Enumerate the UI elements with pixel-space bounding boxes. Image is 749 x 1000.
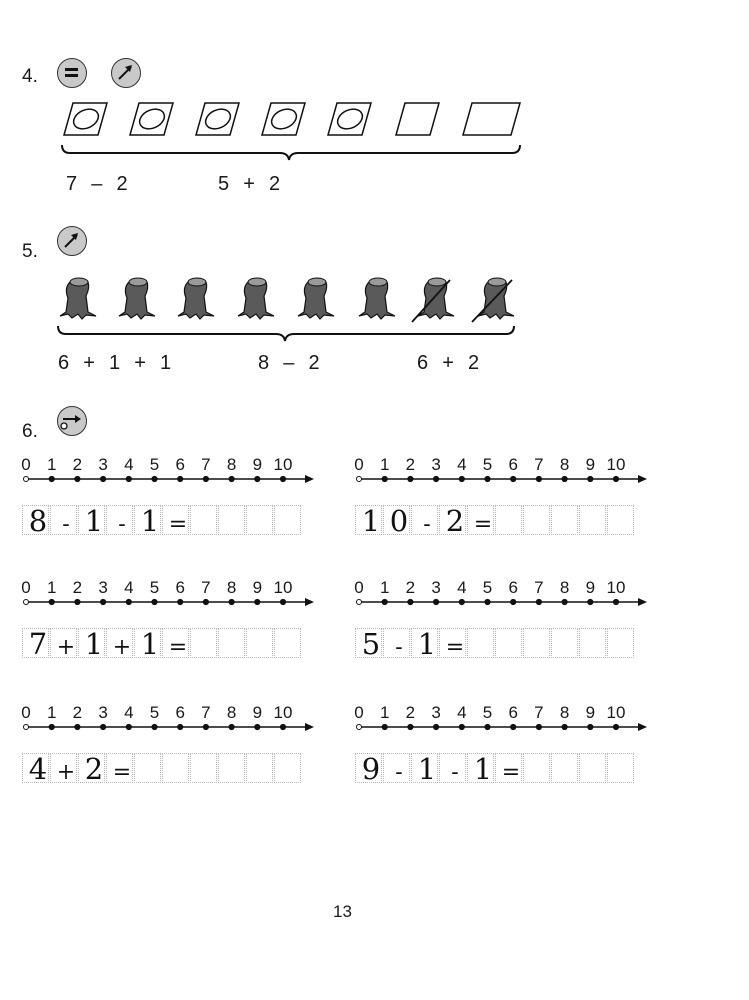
number-line-tick-label: 2 bbox=[72, 703, 83, 722]
answer-cell[interactable] bbox=[274, 628, 301, 658]
equation-digit: 2 bbox=[445, 504, 465, 538]
expression: 5 + 2 bbox=[218, 173, 282, 195]
number-line-point bbox=[382, 476, 387, 481]
number-line-tick-label: 10 bbox=[273, 578, 293, 597]
parallelogram-shape bbox=[64, 103, 107, 135]
equation-operator: = bbox=[501, 760, 521, 785]
number-line-point bbox=[434, 724, 439, 729]
number-line-point bbox=[49, 476, 54, 481]
equals-icon bbox=[57, 58, 87, 88]
number-line-tick-label: 4 bbox=[124, 703, 134, 722]
number-line-tick-label: 5 bbox=[482, 455, 493, 474]
stump-icon bbox=[119, 278, 155, 319]
number-line-tick-label: 7 bbox=[534, 455, 544, 474]
stumps-row bbox=[54, 270, 524, 342]
answer-cell[interactable] bbox=[495, 505, 522, 535]
equation-operator: + bbox=[56, 635, 76, 660]
number-line-point bbox=[280, 476, 285, 481]
number-line-point bbox=[152, 476, 157, 481]
equation-operator: + bbox=[112, 635, 132, 660]
number-line-tick-label: 6 bbox=[508, 455, 518, 474]
number-line bbox=[355, 596, 650, 610]
equation-digit: 1 bbox=[84, 627, 104, 661]
number-line-point bbox=[101, 476, 106, 481]
number-line-tick-label: 4 bbox=[457, 455, 467, 474]
number-line-labels bbox=[22, 703, 322, 723]
answer-cell[interactable] bbox=[551, 628, 578, 658]
number-line-tick-label: 2 bbox=[72, 455, 83, 474]
number-line-point bbox=[126, 599, 131, 604]
equation-digit: 1 bbox=[140, 627, 160, 661]
number-line-point bbox=[255, 476, 260, 481]
stump-icon bbox=[418, 278, 454, 319]
number-line-labels bbox=[355, 703, 655, 723]
number-line-point bbox=[562, 599, 567, 604]
number-line-tick-label: 9 bbox=[252, 703, 263, 722]
number-line-tick-label: 5 bbox=[482, 703, 493, 722]
number-line-point bbox=[178, 599, 183, 604]
equation-operator: + bbox=[56, 760, 76, 785]
number-line-tick-label: 4 bbox=[124, 455, 134, 474]
number-line-point bbox=[280, 724, 285, 729]
stump-icon bbox=[238, 278, 274, 319]
number-line-point bbox=[203, 724, 208, 729]
number-line-labels bbox=[22, 578, 322, 598]
number-line-tick-label: 7 bbox=[201, 703, 211, 722]
number-line-tick-label: 1 bbox=[46, 703, 57, 722]
number-line-tick-label: 2 bbox=[72, 578, 83, 597]
number-line-point bbox=[485, 724, 490, 729]
number-line-tick-label: 9 bbox=[252, 455, 263, 474]
number-line-tick-label: 5 bbox=[482, 578, 493, 597]
parallelogram-shape bbox=[262, 103, 305, 135]
equation bbox=[24, 504, 192, 538]
number-line-tick-label: 8 bbox=[559, 455, 570, 474]
number-line-tick-label: 10 bbox=[606, 703, 626, 722]
number-line-tick-label: 0 bbox=[354, 455, 364, 474]
exercise-6-number: 6. bbox=[22, 421, 38, 442]
number-line-point bbox=[562, 476, 567, 481]
number-line-tick-label: 6 bbox=[175, 578, 185, 597]
answer-cell[interactable] bbox=[495, 628, 522, 658]
answer-cell[interactable] bbox=[523, 628, 550, 658]
number-line-point bbox=[152, 724, 157, 729]
parallelogram-shape bbox=[396, 103, 439, 135]
number-line-point bbox=[357, 725, 362, 730]
exercise-5-number: 5. bbox=[22, 241, 38, 262]
stump-icon bbox=[298, 278, 334, 319]
answer-cell[interactable] bbox=[607, 628, 634, 658]
answer-cell[interactable] bbox=[579, 505, 606, 535]
number-line-tick-label: 4 bbox=[124, 578, 134, 597]
number-line-point bbox=[511, 476, 516, 481]
number-line-tick-label: 1 bbox=[46, 455, 57, 474]
number-line-tick-label: 8 bbox=[559, 703, 570, 722]
number-line-point bbox=[588, 599, 593, 604]
parallelogram-shape bbox=[463, 103, 520, 135]
number-line-point bbox=[203, 599, 208, 604]
number-line-point bbox=[255, 599, 260, 604]
number-line-point bbox=[536, 599, 541, 604]
equation-digit: 0 bbox=[389, 504, 409, 538]
page-number: 13 bbox=[333, 902, 352, 921]
number-line-tick-label: 10 bbox=[273, 703, 293, 722]
number-line-tick-label: 8 bbox=[226, 703, 237, 722]
answer-cell[interactable] bbox=[190, 753, 217, 783]
number-line-labels bbox=[22, 455, 322, 475]
equation-digit: 4 bbox=[28, 752, 48, 786]
number-line-point bbox=[536, 724, 541, 729]
number-line-tick-label: 3 bbox=[98, 578, 108, 597]
number-line-point bbox=[536, 476, 541, 481]
answer-cell[interactable] bbox=[607, 505, 634, 535]
number-line-point bbox=[75, 724, 80, 729]
number-line-tick-label: 6 bbox=[508, 578, 518, 597]
number-line-tick-label: 3 bbox=[98, 455, 108, 474]
equation-operator: - bbox=[118, 512, 126, 537]
number-line-point bbox=[382, 599, 387, 604]
number-line-tick-label: 9 bbox=[252, 578, 263, 597]
answer-cell[interactable] bbox=[190, 628, 217, 658]
number-line-point bbox=[280, 599, 285, 604]
number-line-arrowhead bbox=[305, 475, 314, 483]
answer-cell[interactable] bbox=[218, 628, 245, 658]
answer-cell[interactable] bbox=[218, 505, 245, 535]
number-line-tick-label: 7 bbox=[534, 703, 544, 722]
answer-cell[interactable] bbox=[246, 628, 273, 658]
number-line-tick-label: 0 bbox=[354, 703, 364, 722]
number-line-arrowhead bbox=[305, 723, 314, 731]
number-line-tick-label: 9 bbox=[585, 455, 596, 474]
number-line-tick-label: 3 bbox=[431, 578, 441, 597]
number-line-point bbox=[613, 724, 618, 729]
number-line-point bbox=[203, 476, 208, 481]
equation bbox=[357, 627, 469, 661]
number-line-point bbox=[511, 724, 516, 729]
number-line-tick-label: 0 bbox=[21, 703, 31, 722]
equation-operator: = bbox=[168, 635, 188, 660]
equation-digit: 9 bbox=[361, 752, 381, 786]
number-line-point bbox=[588, 724, 593, 729]
number-line-tick-label: 7 bbox=[534, 578, 544, 597]
number-line bbox=[355, 721, 650, 735]
number-line-point bbox=[511, 599, 516, 604]
answer-cell[interactable] bbox=[246, 505, 273, 535]
number-line-tick-label: 8 bbox=[226, 578, 237, 597]
number-line-tick-label: 7 bbox=[201, 578, 211, 597]
answer-cell[interactable] bbox=[274, 505, 301, 535]
equation-operator: = bbox=[445, 635, 465, 660]
number-line-tick-label: 10 bbox=[273, 455, 293, 474]
number-line-point bbox=[152, 599, 157, 604]
number-line-tick-label: 9 bbox=[585, 703, 596, 722]
number-line-tick-label: 0 bbox=[354, 578, 364, 597]
number-line-point bbox=[408, 724, 413, 729]
number-line-tick-label: 9 bbox=[585, 578, 596, 597]
equation-operator: = bbox=[168, 512, 188, 537]
number-line-point bbox=[613, 476, 618, 481]
answer-cell[interactable] bbox=[579, 753, 606, 783]
number-line-point bbox=[613, 599, 618, 604]
number-line-point bbox=[101, 724, 106, 729]
equation-operator: = bbox=[473, 512, 493, 537]
answer-cell[interactable] bbox=[467, 628, 494, 658]
number-line-point bbox=[459, 724, 464, 729]
equation bbox=[357, 504, 497, 538]
number-line-tick-label: 1 bbox=[379, 455, 390, 474]
shapes-row bbox=[56, 100, 528, 162]
number-line-tick-label: 4 bbox=[457, 578, 467, 597]
number-line-point bbox=[357, 600, 362, 605]
number-line-tick-label: 1 bbox=[379, 578, 390, 597]
number-line-arrowhead bbox=[638, 723, 647, 731]
number-line-point bbox=[434, 476, 439, 481]
number-line-tick-label: 0 bbox=[21, 455, 31, 474]
number-line-tick-label: 6 bbox=[175, 455, 185, 474]
number-line-point bbox=[101, 599, 106, 604]
equation bbox=[357, 752, 525, 786]
arrow-up-right-icon bbox=[57, 226, 87, 256]
number-line-arrowhead bbox=[305, 598, 314, 606]
number-line-point bbox=[459, 599, 464, 604]
number-line-point bbox=[485, 476, 490, 481]
number-line-point bbox=[357, 477, 362, 482]
answer-cell[interactable] bbox=[218, 753, 245, 783]
number-line-point bbox=[485, 599, 490, 604]
number-line-point bbox=[49, 599, 54, 604]
equation-operator: - bbox=[395, 635, 403, 660]
number-line-arrowhead bbox=[638, 475, 647, 483]
answer-cell[interactable] bbox=[523, 505, 550, 535]
number-line-point bbox=[229, 599, 234, 604]
parallelogram-shape bbox=[328, 103, 371, 135]
number-line-point bbox=[408, 476, 413, 481]
equation-digit: 7 bbox=[28, 627, 48, 661]
stump-icon bbox=[60, 278, 96, 319]
number-line-point bbox=[178, 476, 183, 481]
equation-digit: 8 bbox=[28, 504, 48, 538]
number-line-tick-label: 2 bbox=[405, 455, 416, 474]
number-line bbox=[22, 721, 317, 735]
brace bbox=[58, 326, 514, 341]
parallelogram-shape bbox=[196, 103, 239, 135]
equation-digit: 1 bbox=[84, 504, 104, 538]
number-line-tick-label: 5 bbox=[149, 703, 160, 722]
number-line bbox=[355, 473, 650, 487]
number-line-labels bbox=[355, 578, 655, 598]
number-line-point bbox=[255, 724, 260, 729]
answer-cell[interactable] bbox=[274, 753, 301, 783]
number-line-point bbox=[434, 599, 439, 604]
equation bbox=[24, 627, 192, 661]
number-line-point bbox=[126, 724, 131, 729]
number-line-point bbox=[24, 600, 29, 605]
equation-operator: - bbox=[395, 760, 403, 785]
number-line-tick-label: 1 bbox=[379, 703, 390, 722]
number-line-point bbox=[408, 599, 413, 604]
equation-operator: - bbox=[62, 512, 70, 537]
number-line-tick-label: 7 bbox=[201, 455, 211, 474]
expression: 7 – 2 bbox=[66, 173, 129, 195]
equation-operator: - bbox=[451, 760, 459, 785]
number-line-point bbox=[75, 599, 80, 604]
number-line-tick-label: 10 bbox=[606, 455, 626, 474]
equation-digit: 1 bbox=[473, 752, 493, 786]
number-line-point bbox=[382, 724, 387, 729]
equation-digit: 1 bbox=[417, 752, 437, 786]
expression: 8 – 2 bbox=[258, 352, 321, 374]
equation-digit: 1 bbox=[417, 627, 437, 661]
number-line-tick-label: 5 bbox=[149, 455, 160, 474]
number-line-tick-label: 3 bbox=[431, 703, 441, 722]
answer-cell[interactable] bbox=[134, 753, 161, 783]
number-line-point bbox=[459, 476, 464, 481]
number-line-tick-label: 3 bbox=[431, 455, 441, 474]
parallelogram-shape bbox=[130, 103, 173, 135]
answer-cell[interactable] bbox=[551, 505, 578, 535]
number-line-point bbox=[24, 477, 29, 482]
number-line-point bbox=[24, 725, 29, 730]
answer-cell[interactable] bbox=[190, 505, 217, 535]
number-line-point bbox=[49, 724, 54, 729]
number-line-point bbox=[229, 724, 234, 729]
number-line-tick-label: 6 bbox=[508, 703, 518, 722]
answer-cell[interactable] bbox=[162, 753, 189, 783]
answer-cell[interactable] bbox=[246, 753, 273, 783]
equation-digit: 1 bbox=[140, 504, 160, 538]
number-line-labels bbox=[355, 455, 655, 475]
answer-cell[interactable] bbox=[523, 753, 550, 783]
number-line-tick-label: 6 bbox=[175, 703, 185, 722]
number-line bbox=[22, 473, 317, 487]
expression: 6 + 1 + 1 bbox=[58, 352, 173, 374]
equation bbox=[24, 752, 136, 786]
number-line-tick-label: 2 bbox=[405, 578, 416, 597]
expression: 6 + 2 bbox=[417, 352, 481, 374]
number-line-point bbox=[126, 476, 131, 481]
number-line-tick-label: 8 bbox=[226, 455, 237, 474]
number-line-point bbox=[562, 724, 567, 729]
number-line bbox=[22, 596, 317, 610]
answer-cell[interactable] bbox=[579, 628, 606, 658]
number-line-point bbox=[229, 476, 234, 481]
arrow-up-right-icon bbox=[111, 58, 141, 88]
number-line-tick-label: 4 bbox=[457, 703, 467, 722]
equation-digit: 5 bbox=[361, 627, 381, 661]
answer-cell[interactable] bbox=[607, 753, 634, 783]
number-line-point bbox=[75, 476, 80, 481]
number-line-arrowhead bbox=[638, 598, 647, 606]
number-line-tick-label: 3 bbox=[98, 703, 108, 722]
stump-icon bbox=[359, 278, 395, 319]
number-line-tick-label: 10 bbox=[606, 578, 626, 597]
equation-operator: - bbox=[423, 512, 431, 537]
number-line-tick-label: 0 bbox=[21, 578, 31, 597]
number-line-arrow-icon bbox=[57, 406, 87, 436]
number-line-tick-label: 5 bbox=[149, 578, 160, 597]
answer-cell[interactable] bbox=[551, 753, 578, 783]
number-line-point bbox=[588, 476, 593, 481]
number-line-tick-label: 8 bbox=[559, 578, 570, 597]
equation-operator: = bbox=[112, 760, 132, 785]
equation-digit: 1 bbox=[361, 504, 381, 538]
equation-digit: 2 bbox=[84, 752, 104, 786]
exercise-4-number: 4. bbox=[22, 66, 38, 87]
stump-icon bbox=[178, 278, 214, 319]
number-line-tick-label: 2 bbox=[405, 703, 416, 722]
number-line-tick-label: 1 bbox=[46, 578, 57, 597]
number-line-point bbox=[178, 724, 183, 729]
